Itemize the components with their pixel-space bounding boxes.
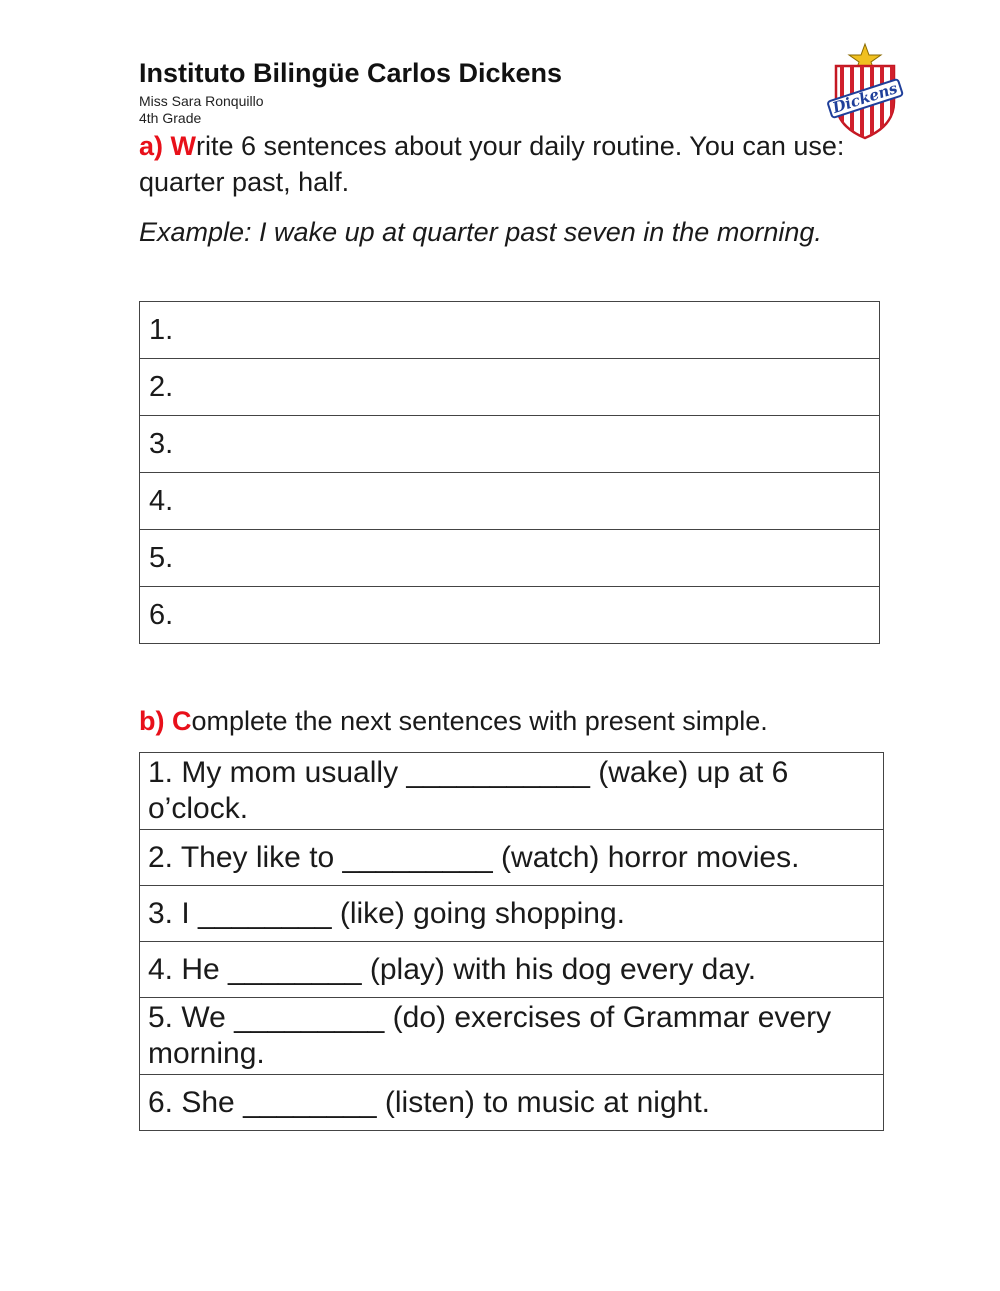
exercise-sentence[interactable]: 3. I ________ (like) going shopping. (140, 886, 884, 942)
section-b-instruction (139, 703, 899, 739)
school-crest-logo (826, 40, 904, 142)
answer-cell[interactable]: 4. (140, 473, 880, 530)
table-row (140, 416, 880, 473)
table-row (140, 830, 884, 886)
table-row (140, 886, 884, 942)
section-a-answer-table (139, 301, 880, 644)
teacher-name: Miss Sara Ronquillo (139, 93, 264, 109)
section-a-example: Example: I wake up at quarter past seven in the morning. (139, 217, 822, 247)
section-a-instruction (139, 128, 869, 200)
table-row (140, 1075, 884, 1131)
section-a-instruction-text: rite 6 sentences about your daily routine. You can use: quarter past, half. (139, 131, 845, 197)
school-title: Instituto Bilingüe Carlos Dickens (139, 58, 563, 88)
exercise-sentence[interactable]: 5. We _________ (do) exercises of Grammar every morning. (140, 998, 884, 1075)
section-b-marker: b) C (139, 706, 192, 736)
section-b-instruction-text: omplete the next sentences with present simple. (191, 706, 768, 736)
exercise-sentence[interactable]: 2. They like to _________ (watch) horror movies. (140, 830, 884, 886)
table-row (140, 359, 880, 416)
section-a-marker: a) W (139, 131, 196, 161)
answer-cell[interactable]: 2. (140, 359, 880, 416)
answer-cell[interactable]: 3. (140, 416, 880, 473)
table-row (140, 998, 884, 1075)
table-row (140, 302, 880, 359)
table-row (140, 587, 880, 644)
table-row (140, 473, 880, 530)
exercise-sentence[interactable]: 4. He ________ (play) with his dog every day. (140, 942, 884, 998)
table-row (140, 753, 884, 830)
logo-lettering: Dickens (830, 79, 900, 117)
section-b-exercise-table (139, 752, 884, 1131)
exercise-sentence[interactable]: 1. My mom usually ___________ (wake) up at 6 o’clock. (140, 753, 884, 830)
table-row (140, 942, 884, 998)
table-row (140, 530, 880, 587)
answer-cell[interactable]: 6. (140, 587, 880, 644)
answer-cell[interactable]: 5. (140, 530, 880, 587)
answer-cell[interactable]: 1. (140, 302, 880, 359)
grade-label: 4th Grade (139, 110, 202, 126)
exercise-sentence[interactable]: 6. She ________ (listen) to music at night. (140, 1075, 884, 1131)
